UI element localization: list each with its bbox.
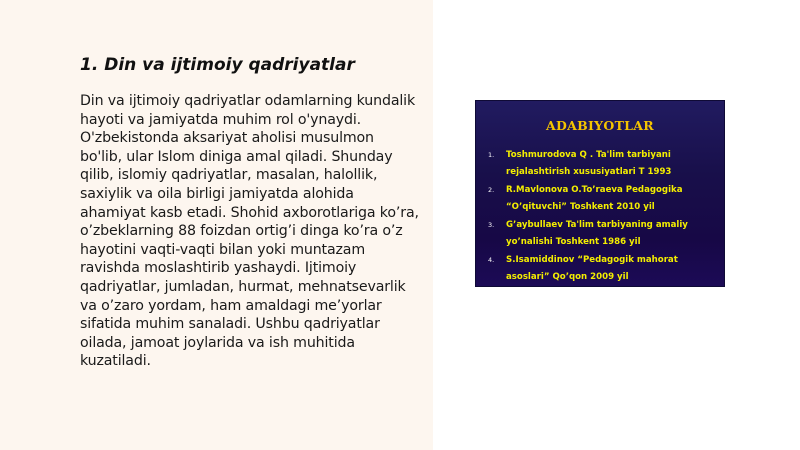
references-heading: ADABIYOTLAR [546, 118, 654, 133]
reference-number: 4. [488, 256, 495, 264]
reference-text: G’aybullaev Ta'lim tarbiyaning amaliy yo’nalishi Toshkent 1986 yil [506, 220, 688, 247]
references-list [488, 147, 716, 287]
slide-title: 1. Din va ijtimoiy qadriyatlar [80, 55, 355, 75]
reference-number: 1. [488, 151, 495, 159]
reference-number: 2. [488, 186, 495, 194]
reference-item [488, 182, 716, 216]
reference-text: Toshmurodova Q . Ta'lim tarbiyani rejalashtirish xususiyatlari T 1993 [506, 150, 672, 177]
reference-number: 3. [488, 221, 495, 229]
reference-text: R.Mavlonova O.To’raeva Pedagogika “O’qituvchi” Toshkent 2010 yil [506, 185, 683, 212]
body-text: Din va ijtimoiy qadriyatlar odamlarning kundalik hayoti va jamiyatda muhim rol o'ynaydi. O'zbekistonda aksariyat aholisi musulmon bo'lib, ular Islom diniga amal qiladi. Shunday qilib, islomiy qadriyatlar, masalan, halollik, saxiylik va oila birligi jamiyatda alohida ahamiyat kasb etadi. Shohid axborotlariga ko’ra, o’zbeklarning 88 foizdan ortig’i dinga ko’ra o’z hayotini vaqti-vaqti bilan yoki muntazam ravishda moslashtirib yashaydi. Ijtimoiy qadriyatlar, jumladan, hurmat, mehnatsevarlik va o’zaro yordam, ham amaldagi me’yorlar sifatida muhim sanaladi. Ushbu qadriyatlar oilada, jamoat joylarida va ish muhitida kuzatiladi. [80, 93, 419, 370]
reference-item [488, 147, 716, 181]
reference-text: S.Isamiddinov “Pedagogik mahorat asoslari” Qo’qon 2009 yil [506, 255, 678, 282]
references-image [475, 100, 725, 287]
reference-item [488, 252, 716, 286]
reference-item [488, 217, 716, 251]
